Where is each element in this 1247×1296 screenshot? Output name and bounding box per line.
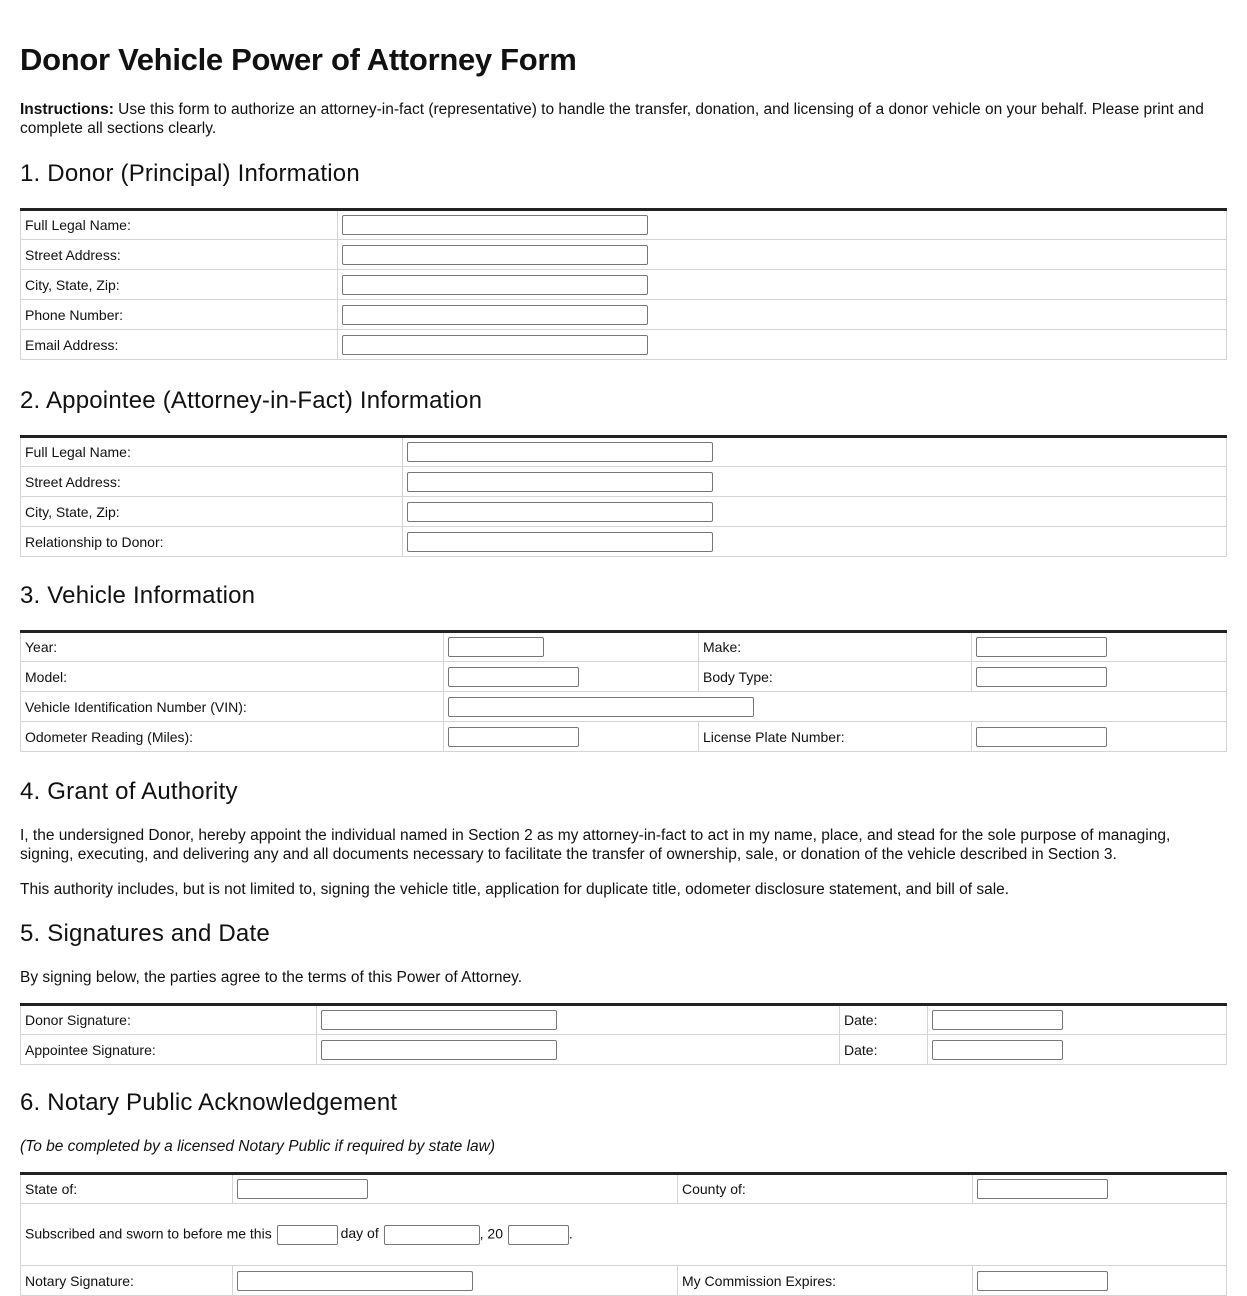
appointee-relationship-input[interactable] <box>407 532 713 552</box>
field-label: Full Legal Name: <box>21 437 403 467</box>
field-label: County of: <box>678 1174 973 1204</box>
field-label: City, State, Zip: <box>21 497 403 527</box>
instructions-text: Use this form to authorize an attorney-in-fact (representative) to handle the transfer, donation, and licensing of a donor vehicle on your behalf. Please print and complete all sections clearly. <box>20 101 1204 137</box>
donor-info-table <box>20 208 1227 360</box>
section-5-heading: 5. Signatures and Date <box>20 920 270 947</box>
field-label: Date: <box>840 1005 928 1035</box>
table-row <box>21 437 1227 467</box>
table-row <box>21 497 1227 527</box>
field-label: State of: <box>21 1174 233 1204</box>
appointee-city-input[interactable] <box>407 502 713 522</box>
grant-paragraph-1: I, the undersigned Donor, hereby appoint the individual named in Section 2 as my attorney-in-fact to act in my name, place, and stead for the sole purpose of managing, signing, executing, and delivering any and all documents necessary to facilitate the transfer of ownership, sale, or donation of the vehicle described in Section 3. <box>20 827 1171 863</box>
field-label: City, State, Zip: <box>21 270 338 300</box>
sworn-year-input[interactable] <box>508 1225 569 1245</box>
donor-full-name-input[interactable] <box>342 215 648 235</box>
section-2-heading: 2. Appointee (Attorney-in-Fact) Information <box>20 387 483 414</box>
table-row <box>21 632 1227 662</box>
field-label: Odometer Reading (Miles): <box>21 722 444 752</box>
donor-signature-input[interactable] <box>321 1010 557 1030</box>
signatures-table <box>20 1003 1227 1065</box>
instructions <box>20 100 1220 138</box>
donor-street-input[interactable] <box>342 245 648 265</box>
notary-note: (To be completed by a licensed Notary Public if required by state law) <box>20 1138 495 1155</box>
field-label: My Commission Expires: <box>678 1266 973 1296</box>
table-row <box>21 722 1227 752</box>
field-label: Email Address: <box>21 330 338 360</box>
field-label: Date: <box>840 1035 928 1065</box>
donor-city-input[interactable] <box>342 275 648 295</box>
field-label: Street Address: <box>21 467 403 497</box>
table-row <box>21 240 1227 270</box>
field-label: Body Type: <box>699 662 972 692</box>
page-title: Donor Vehicle Power of Attorney Form <box>20 42 577 77</box>
table-row <box>21 1005 1227 1035</box>
notary-table <box>20 1172 1227 1296</box>
appointee-full-name-input[interactable] <box>407 442 713 462</box>
field-label: Notary Signature: <box>21 1266 233 1296</box>
section-1-heading: 1. Donor (Principal) Information <box>20 160 360 187</box>
table-row <box>21 1035 1227 1065</box>
table-row <box>21 1204 1227 1266</box>
vehicle-info-table <box>20 630 1227 752</box>
donor-phone-input[interactable] <box>342 305 648 325</box>
notary-state-input[interactable] <box>237 1179 368 1199</box>
appointee-info-table <box>20 435 1227 557</box>
section-6-heading: 6. Notary Public Acknowledgement <box>20 1089 398 1116</box>
signatures-intro: By signing below, the parties agree to the terms of this Power of Attorney. <box>20 969 523 986</box>
vehicle-model-input[interactable] <box>448 667 579 687</box>
sworn-statement <box>21 1204 1227 1266</box>
table-row <box>21 662 1227 692</box>
table-row <box>21 1174 1227 1204</box>
field-label: Year: <box>21 632 444 662</box>
table-row <box>21 527 1227 557</box>
sworn-text-3: , 20 <box>479 1225 503 1242</box>
vehicle-plate-input[interactable] <box>976 727 1107 747</box>
field-label: Model: <box>21 662 444 692</box>
sworn-text-4: . <box>568 1225 573 1242</box>
field-label: Phone Number: <box>21 300 338 330</box>
vehicle-year-input[interactable] <box>448 637 544 657</box>
table-row <box>21 270 1227 300</box>
grant-paragraph-2: This authority includes, but is not limited to, signing the vehicle title, application for duplicate title, odometer disclosure statement, and bill of sale. <box>20 881 1010 898</box>
instructions-label: Instructions: <box>20 101 114 118</box>
notary-county-input[interactable] <box>977 1179 1108 1199</box>
sworn-month-input[interactable] <box>384 1225 480 1245</box>
appointee-date-input[interactable] <box>932 1040 1063 1060</box>
donor-email-input[interactable] <box>342 335 648 355</box>
appointee-street-input[interactable] <box>407 472 713 492</box>
table-row <box>21 467 1227 497</box>
table-row <box>21 330 1227 360</box>
vehicle-make-input[interactable] <box>976 637 1107 657</box>
sworn-text-1: Subscribed and sworn to before me this <box>25 1225 272 1242</box>
vehicle-vin-input[interactable] <box>448 697 754 717</box>
sworn-text-2: day of <box>340 1225 379 1242</box>
donor-date-input[interactable] <box>932 1010 1063 1030</box>
sworn-day-input[interactable] <box>277 1225 338 1245</box>
field-label: Donor Signature: <box>21 1005 317 1035</box>
field-label: Relationship to Donor: <box>21 527 403 557</box>
table-row <box>21 692 1227 722</box>
table-row <box>21 210 1227 240</box>
table-row <box>21 300 1227 330</box>
section-4-heading: 4. Grant of Authority <box>20 778 238 805</box>
field-label: License Plate Number: <box>699 722 972 752</box>
vehicle-body-type-input[interactable] <box>976 667 1107 687</box>
section-3-heading: 3. Vehicle Information <box>20 582 256 609</box>
appointee-signature-input[interactable] <box>321 1040 557 1060</box>
field-label: Street Address: <box>21 240 338 270</box>
vehicle-odometer-input[interactable] <box>448 727 579 747</box>
field-label: Make: <box>699 632 972 662</box>
field-label: Appointee Signature: <box>21 1035 317 1065</box>
field-label: Full Legal Name: <box>21 210 338 240</box>
field-label: Vehicle Identification Number (VIN): <box>21 692 444 722</box>
table-row <box>21 1266 1227 1296</box>
